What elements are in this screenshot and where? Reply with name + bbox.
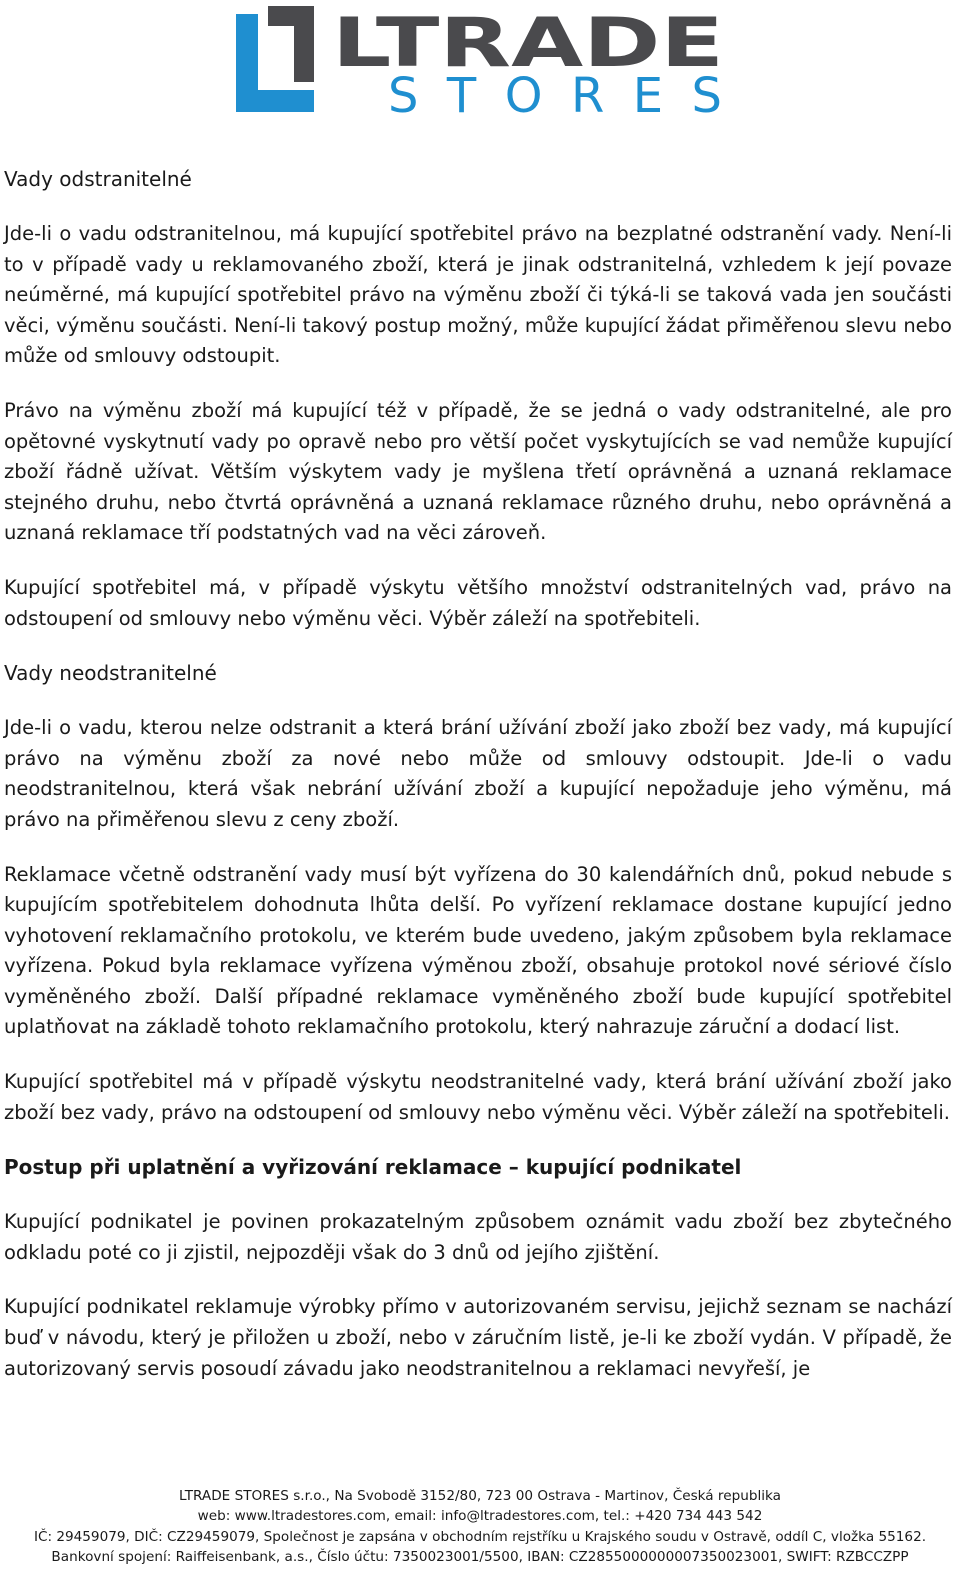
paragraph-irremovable-choice: Kupující spotřebitel má v případě výskytu neodstranitelné vady, která brání užívání zboží jako zboží bez vady, právo na odstoupení od smlouvy nebo výměnu věci. Výběr záleží na spotřebiteli. bbox=[4, 1070, 952, 1124]
section-heading-removable-defects: Vady odstranitelné bbox=[4, 167, 192, 191]
paragraph-exchange-right: Právo na výměnu zboží má kupující též v případě, že se jedná o vady odstranitelné, ale pro opětovné vyskytnutí vady po opravě nebo pro větší počet vyskytujících se vad nemůže kupující zboží řádně užívat. Větším výskytem vady je myšlena třetí oprávněná a uznaná reklamace stejného druhu, nebo čtvrtá oprávněná a uznaná reklamace různého druhu, nebo oprávněná a uznaná reklamace tří podstatných vad na věci zároveň. bbox=[4, 398, 952, 545]
logo-sub-text: STORES bbox=[388, 68, 722, 114]
footer-contacts: web: www.ltradestores.com, email: info@ltradestores.com, tel.: +420 734 443 542 bbox=[197, 1508, 763, 1525]
ltrade-stores-logo bbox=[236, 6, 726, 114]
company-footer bbox=[0, 1486, 960, 1567]
logo-brand-text: LTRADE bbox=[332, 6, 724, 83]
section-heading-irremovable-defects: Vady neodstranitelné bbox=[4, 661, 217, 686]
company-logo bbox=[236, 6, 726, 114]
paragraph-business-notification: Kupující podnikatel je povinen prokazatelným způsobem oznámit vadu zboží bez zbytečného odkladu poté co ji zjistil, nejpozději však do 3 dnů od jejího zjištění. bbox=[4, 1210, 952, 1264]
section-heading-business-buyer: Postup při uplatnění a vyřizování reklamace – kupující podnikatel bbox=[4, 1155, 742, 1180]
logo-mark-gray bbox=[268, 6, 314, 82]
footer-registration: IČ: 29459079, DIČ: CZ29459079, Společnost je zapsána v obchodním rejstříku u Krajského soudu v Ostravě, oddíl C, vložka 55162. bbox=[33, 1528, 927, 1545]
footer-address: LTRADE STORES s.r.o., Na Svobodě 3152/80, 723 00 Ostrava - Martinov, Česká republika bbox=[179, 1488, 781, 1504]
paragraph-complaint-processing: Reklamace včetně odstranění vady musí být vyřízena do 30 kalendářních dnů, pokud nebude s kupujícím spotřebitelem dohodnuta lhůta delší. Po vyřízení reklamace dostane kupující jedno vyhotovení reklamačního protokolu, ve kterém bude uvedeno, jakým způsobem byla reklamace vyřízena. Pokud byla reklamace vyřízena výměnou zboží, obsahuje protokol nové sériové číslo vyměněného zboží. Další případné reklamace vyměněného zboží bude kupující spotřebitel uplatňovat na základě tohoto reklamačního protokolu, který nahrazuje záruční a dodací list. bbox=[4, 862, 952, 1039]
footer-bank: Bankovní spojení: Raiffeisenbank, a.s., Číslo účtu: 7350023001/5500, IBAN: CZ2855000000007350023001, SWIFT: RZBCCZPP bbox=[51, 1548, 909, 1565]
paragraph-multiple-defects: Kupující spotřebitel má, v případě výskytu většího množství odstranitelných vad, právo na odstoupení od smlouvy nebo výměnu věci. Výběr záleží na spotřebiteli. bbox=[4, 575, 952, 630]
paragraph-removable-defect-rights: Jde-li o vadu odstranitelnou, má kupující spotřebitel právo na bezplatné odstranění vady. Není-li to v případě vady u reklamovaného zboží, která je jinak odstranitelná, vzhledem k její povaze neúměrné, má kupující spotřebitel právo na výměnu zboží či týká-li se taková vada jen součásti věci, výměnu součásti. Není-li takový postup možný, může kupující žádat přiměřenou slevu nebo může od smlouvy odstoupit. bbox=[4, 222, 952, 368]
document-body bbox=[4, 164, 952, 1384]
paragraph-irremovable-defect-rights: Jde-li o vadu, kterou nelze odstranit a která brání užívání zboží jako zboží bez vady, má kupující právo na výměnu zboží za nové nebo může od smlouvy odstoupit. Jde-li o vadu neodstranitelnou, která však nebrání užívání zboží a kupující nepožaduje jeho výměnu, má právo na přiměřenou slevu z ceny zboží. bbox=[4, 716, 952, 831]
paragraph-business-service: Kupující podnikatel reklamuje výrobky přímo v autorizovaném servisu, jejichž seznam se nachází buď v návodu, který je přiložen u zboží, nebo v záručním listě, je-li ke zboží vydán. V případě, že autorizovaný servis posoudí závadu jako neodstranitelnou a reklamaci nevyřeší, je bbox=[4, 1295, 952, 1380]
